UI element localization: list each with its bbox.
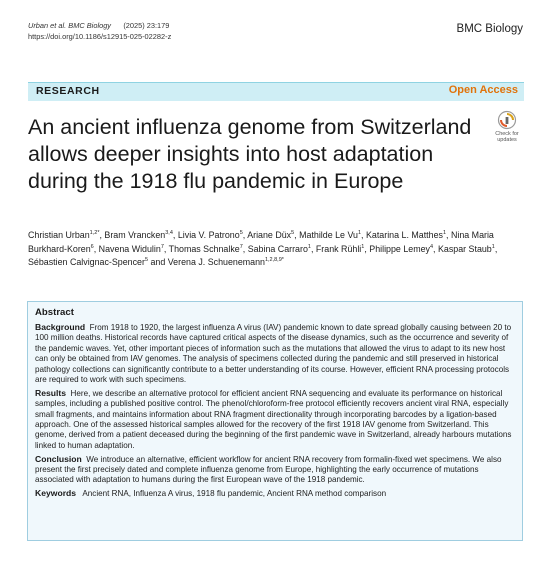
- author-affiliation: 1: [357, 230, 362, 236]
- journal-name: BMC Biology: [456, 23, 523, 35]
- section-label: RESEARCH: [36, 85, 100, 97]
- conclusion-label: Conclusion: [35, 453, 82, 464]
- abstract-conclusion: [35, 454, 517, 486]
- author-name[interactable]: Mathilde Le Vu: [299, 230, 358, 240]
- conclusion-text: We introduce an alternative, efficient workflow for ancient RNA recovery from formalin-fixed wet specimens. We also present the first precisely dated and complete influenza genome from Europe, highlighting the early occurrence of mutations associated with adaptation to humans during the first European wave of the 1918 pandemic.: [35, 454, 502, 485]
- author-list: Christian Urban$^{1,2*}$, Bram Vrancken$^{3,4}$, Livia V. Patrono$^5$, Ariane Düx$^5$, Mathilde Le Vu$^1$, Katarina L. Matthes$^1$, Nina Maria Burkhard-Koren$^6$, Navena Widulin$^7$, Thomas Schnalke$^7$, Sabina Carraro$^1$, Frank Rühli$^1$, Philippe Lemey$^4$, Kaspar Staub$^1$, Sébastien Calvignac-Spencer$^5$ and Verena J. Schuenemann$^{1,2,8,9*}$: [28, 230, 498, 268]
- author-affiliation: 1: [442, 230, 447, 236]
- results-text: Here, we describe an alternative protocol for efficient ancient RNA sequencing and evaluate its performance on historical samples, including a published positive control. The phenol/chloroform-free protocol efficiently recovers ancient viral RNA, especially small fragments, and maintains information about RNA fragment directionality through incorporating barcodes by a ligation-based approach. One of the assessed historical samples allowed for the recovery of the first 1918 IAV genome from Switzerland. This genome, derived from a patient deceased during the beginning of the first pandemic wave in Switzerland, already harbours mutations linked to human adaptation.: [35, 388, 512, 450]
- background-text: From 1918 to 1920, the largest influenza A virus (IAV) pandemic known to date spread globally causing between 20 to 100 million deaths. Historical records have captured critical aspects of the disease dynamics, such as the occurrence and severity of the pandemic waves. Yet, other important pieces of information such as the mutations that allowed the virus to adapt to its new host can only be obtained from IAV genomes. The analysis of specimens collected during the pandemic and still preserved in historical pathology collections can significantly contribute to a better understanding of its course. However, efficient RNA processing protocols are required to work with such specimens.: [35, 323, 512, 385]
- author-affiliation: 1: [491, 243, 495, 250]
- author-name[interactable]: Kaspar Staub: [437, 243, 492, 254]
- badge-line2: updates: [497, 137, 517, 143]
- open-access-label: Open Access: [448, 84, 518, 96]
- author-name[interactable]: Sébastien Calvignac-Spencer: [28, 257, 145, 268]
- check-for-updates-icon: [497, 110, 517, 130]
- abstract-heading: Abstract: [35, 307, 74, 318]
- author-affiliation: 5: [291, 230, 295, 236]
- author-affiliation: 5: [239, 230, 243, 236]
- author-name[interactable]: Philippe Lemey: [369, 243, 430, 254]
- author-name[interactable]: Bram Vrancken: [104, 230, 166, 240]
- section-banner: [28, 82, 524, 101]
- author-name[interactable]: Ariane Düx: [247, 230, 292, 240]
- citation-journal: BMC Biology: [68, 21, 111, 30]
- article-title: An ancient influenza genome from Switzerland allows deeper insights into host adaptation during the 1918 flu pandemic in Europe: [28, 115, 472, 193]
- author-affiliation: 1: [361, 243, 365, 250]
- author-name[interactable]: Nina Maria Burkhard-Koren: [28, 230, 494, 254]
- check-for-updates-badge[interactable]: [492, 110, 522, 144]
- author-affiliation: 7: [160, 243, 164, 250]
- keywords-text: Ancient RNA, Influenza A virus, 1918 flu pandemic, Ancient RNA method comparison: [82, 489, 387, 499]
- author-affiliation: 6: [90, 243, 94, 250]
- citation-authors: Urban et al.: [28, 21, 67, 30]
- badge-line1: Check for: [495, 131, 519, 137]
- abstract-results: [35, 388, 517, 451]
- author-affiliation: 1: [307, 243, 311, 250]
- author-affiliation: 3,4: [165, 230, 173, 236]
- author-name[interactable]: Thomas Schnalke: [168, 243, 240, 254]
- author-name[interactable]: Frank Rühli: [315, 243, 362, 254]
- abstract-body: [35, 322, 517, 502]
- abstract-background: [35, 322, 517, 385]
- author-name[interactable]: Navena Widulin: [98, 243, 161, 254]
- author-affiliation: 7: [239, 243, 243, 250]
- author-affiliation: 1,2*: [89, 230, 100, 236]
- keywords-label: Keywords: [35, 488, 77, 499]
- author-name[interactable]: Sabina Carraro: [247, 243, 308, 254]
- background-label: Background: [35, 322, 86, 332]
- author-name[interactable]: Katarina L. Matthes: [365, 230, 443, 240]
- results-label: Results: [35, 387, 67, 398]
- author-name[interactable]: Verena J. Schuenemann: [167, 257, 265, 268]
- doi-link[interactable]: https://doi.org/10.1186/s12915-025-02282-z: [28, 32, 172, 41]
- author-affiliation: 1,2,8,9*: [264, 257, 284, 264]
- abstract-box: [27, 301, 523, 541]
- abstract-keywords: [35, 488, 517, 499]
- author-name[interactable]: Livia V. Patrono: [177, 230, 240, 240]
- citation-block: [28, 20, 171, 42]
- author-conjunction: and: [150, 257, 166, 268]
- author-affiliation: 4: [429, 243, 434, 250]
- author-name[interactable]: Christian Urban: [28, 230, 90, 240]
- citation-volume: (2025) 23:179: [123, 21, 170, 30]
- author-affiliation: 5: [144, 257, 148, 264]
- citation-line: [28, 20, 171, 31]
